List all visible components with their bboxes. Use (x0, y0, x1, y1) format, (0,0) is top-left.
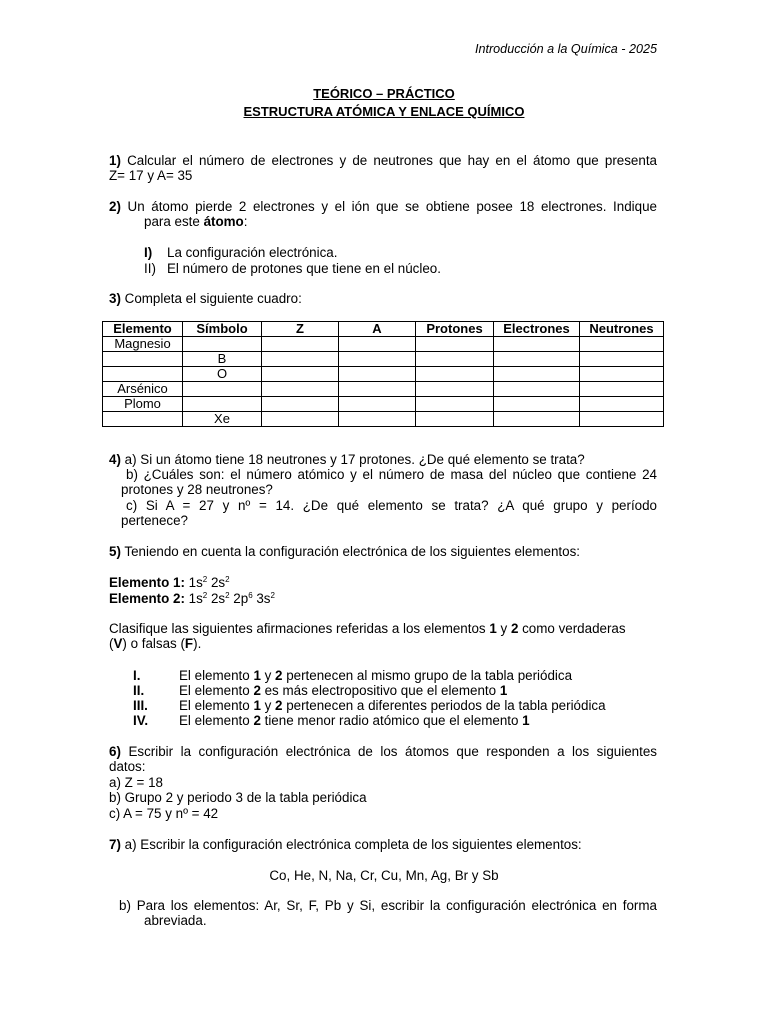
statement-text (179, 668, 572, 683)
question-7-element-list: Co, He, N, Na, Cr, Cu, Mn, Ag, Br y Sb (269, 868, 499, 883)
table-cell (580, 367, 664, 382)
table-cell (262, 382, 339, 397)
question-2-line-1 (109, 199, 657, 214)
table-cell (580, 352, 664, 367)
table-cell (416, 337, 494, 352)
question-1-line-1 (109, 153, 657, 168)
question-4-b-line-2: protones y 28 neutrones? (121, 482, 273, 497)
table-cell (494, 352, 580, 367)
course-header: Introducción a la Química - 2025 (474, 42, 657, 56)
statement-number: I. (133, 668, 141, 683)
table-cell: Arsénico (103, 382, 183, 397)
false-marker: F (184, 636, 194, 651)
question-4-a: a) Si un átomo tiene 18 neutrones y 17 protones. ¿De qué elemento se trata? (124, 452, 585, 467)
table-cell: Magnesio (103, 337, 183, 352)
table-cell: B (183, 352, 262, 367)
elements-table (102, 321, 664, 427)
statement-element-ref: 2 (253, 683, 261, 698)
table-cell (494, 382, 580, 397)
question-2-text: Un átomo pierde 2 electrones y el ión que se obtiene posee 18 electrones. Indique (127, 199, 657, 214)
table-cell (416, 367, 494, 382)
statement-text (179, 683, 507, 698)
table-cell (339, 412, 416, 427)
table-cell (339, 367, 416, 382)
table-cell (183, 397, 262, 412)
document-title: TEÓRICO – PRÁCTICO (313, 86, 455, 101)
statement-text (179, 698, 606, 713)
table-cell (262, 367, 339, 382)
question-6-text: Escribir la configuración electrónica de los átomos que responden a los siguientes (128, 744, 657, 759)
table-cell (580, 412, 664, 427)
statement-fragment: pertenecen al mismo grupo de la tabla periódica (282, 668, 573, 683)
table-cell (416, 352, 494, 367)
table-cell (416, 382, 494, 397)
table-cell (494, 367, 580, 382)
statement-fragment: pertenecen a diferentes periodos de la tabla periódica (282, 698, 606, 713)
table-row (103, 337, 664, 352)
table-cell (339, 337, 416, 352)
question-6-line-1 (109, 744, 657, 759)
classify-text: como verdaderas (518, 621, 626, 636)
table-header-cell: Neutrones (580, 322, 664, 337)
table-cell: Xe (183, 412, 262, 427)
classify-element-1: 1 (489, 621, 497, 636)
statement-fragment: El elemento (179, 683, 254, 698)
question-6-line-2: datos: (109, 759, 146, 774)
table-header-cell: Electrones (494, 322, 580, 337)
statement-fragment: y (260, 668, 276, 683)
table-cell (103, 367, 183, 382)
question-3 (109, 291, 302, 306)
statement-number: II. (133, 683, 145, 698)
statement-fragment: tiene menor radio atómico que el elemento (260, 713, 523, 728)
table-cell (103, 352, 183, 367)
element-1-label: Elemento 1: (109, 575, 185, 590)
question-5-intro (109, 544, 580, 559)
statement-element-ref: 2 (275, 668, 283, 683)
question-6-b: b) Grupo 2 y periodo 3 de la tabla periódica (109, 790, 367, 805)
table-row (103, 352, 664, 367)
table-cell (339, 352, 416, 367)
element-1-configuration: Elemento 1: $1s^2$ $2s^2$ (109, 575, 230, 590)
question-4-number: 4) (109, 452, 121, 467)
question-7-a-text: a) Escribir la configuración electrónica completa de los siguientes elementos: (124, 837, 582, 852)
statement-fragment: es más electropositivo que el elemento (260, 683, 500, 698)
question-6-number: 6) (109, 744, 121, 759)
classify-text: y (496, 621, 511, 636)
table-cell: Plomo (103, 397, 183, 412)
question-2-item-2-text: El número de protones que tiene en el núcleo. (167, 261, 441, 276)
document-subtitle: ESTRUCTURA ATÓMICA Y ENLACE QUÍMICO (243, 104, 525, 119)
table-cell (416, 412, 494, 427)
table-cell (580, 382, 664, 397)
statement-fragment: El elemento (179, 713, 254, 728)
table-cell (183, 382, 262, 397)
table-cell (339, 397, 416, 412)
question-2-item-2-number: II) (144, 261, 156, 276)
question-4-c-line-2: pertenece? (121, 513, 189, 528)
question-6-a: a) Z = 18 (109, 775, 163, 790)
classify-text: ) o falsas ( (122, 636, 185, 651)
table-cell (494, 412, 580, 427)
table-header-cell: Protones (416, 322, 494, 337)
question-7-a (109, 837, 582, 852)
table-cell (262, 397, 339, 412)
table-cell (339, 382, 416, 397)
question-7-b-line-2: abreviada. (144, 913, 207, 928)
question-4-c-line-1: c) Si A = 27 y nº = 14. ¿De qué elemento se trata? ¿A qué grupo y período (126, 498, 657, 513)
statement-fragment: El elemento (179, 698, 254, 713)
table-header-cell: Elemento (103, 322, 183, 337)
question-7-number: 7) (109, 837, 121, 852)
question-2-number: 2) (109, 199, 121, 214)
statement-element-ref: 1 (253, 698, 261, 713)
question-3-text: Completa el siguiente cuadro: (124, 291, 302, 306)
question-4-line-a (109, 452, 585, 467)
statement-fragment: El elemento (179, 668, 254, 683)
table-cell (262, 337, 339, 352)
table-cell (580, 397, 664, 412)
question-5-classify-line-2 (109, 636, 201, 651)
element-2-label: Elemento 2: (109, 591, 185, 606)
question-5-number: 5) (109, 544, 121, 559)
question-5-classify-line-1 (109, 621, 626, 636)
statement-text (179, 713, 530, 728)
question-4-b-line-1: b) ¿Cuáles son: el número atómico y el número de masa del núcleo que contiene 24 (126, 467, 657, 482)
question-1-line-2: Z= 17 y A= 35 (109, 168, 193, 183)
table-cell (262, 352, 339, 367)
question-2-item-1-number: I) (144, 245, 153, 260)
element-2-configuration: Elemento 2: $1s^2$ $2s^2$ $2p^6$ $3s^2$ (109, 591, 275, 606)
table-cell (183, 337, 262, 352)
statement-element-ref: 2 (275, 698, 283, 713)
statement-element-ref: 1 (522, 713, 530, 728)
classify-element-2: 2 (510, 621, 519, 636)
question-2-line-2-post: : (243, 214, 248, 229)
question-1-number: 1) (109, 153, 121, 168)
table-cell (494, 397, 580, 412)
question-7-b-line-1: b) Para los elementos: Ar, Sr, F, Pb y Si, escribir la configuración electrónica en forma (119, 898, 657, 913)
question-2-line-2 (144, 214, 247, 229)
question-2-line-2-pre: para este (144, 214, 204, 229)
table-header-cell: Z (262, 322, 339, 337)
table-row (103, 382, 664, 397)
table-row (103, 367, 664, 382)
table-cell: O (183, 367, 262, 382)
question-2-item-1-text: La configuración electrónica. (167, 245, 338, 260)
table-row (103, 412, 664, 427)
statement-element-ref: 1 (253, 668, 261, 683)
statement-number: IV. (133, 713, 149, 728)
question-3-number: 3) (109, 291, 121, 306)
classify-text: ( (109, 636, 114, 651)
true-marker: V (113, 636, 123, 651)
table-cell (580, 337, 664, 352)
table-header-row (103, 322, 664, 337)
question-2-bold-word: átomo (203, 214, 244, 229)
statement-element-ref: 1 (499, 683, 508, 698)
question-1-text: Calcular el número de electrones y de neutrones que hay en el átomo que presenta (127, 153, 657, 168)
table-cell (103, 412, 183, 427)
table-cell (494, 337, 580, 352)
question-5-text: Teniendo en cuenta la configuración electrónica de los siguientes elementos: (124, 544, 580, 559)
table-row (103, 397, 664, 412)
statement-number: III. (133, 698, 148, 713)
table-cell (416, 397, 494, 412)
table-cell (262, 412, 339, 427)
table-header-cell: Símbolo (183, 322, 262, 337)
statement-element-ref: 2 (253, 713, 261, 728)
classify-text: Clasifique las siguientes afirmaciones referidas a los elementos (109, 621, 490, 636)
table-header-cell: A (339, 322, 416, 337)
statement-fragment: y (260, 698, 276, 713)
classify-text: ). (193, 636, 202, 651)
question-6-c: c) A = 75 y nº = 42 (109, 806, 219, 821)
